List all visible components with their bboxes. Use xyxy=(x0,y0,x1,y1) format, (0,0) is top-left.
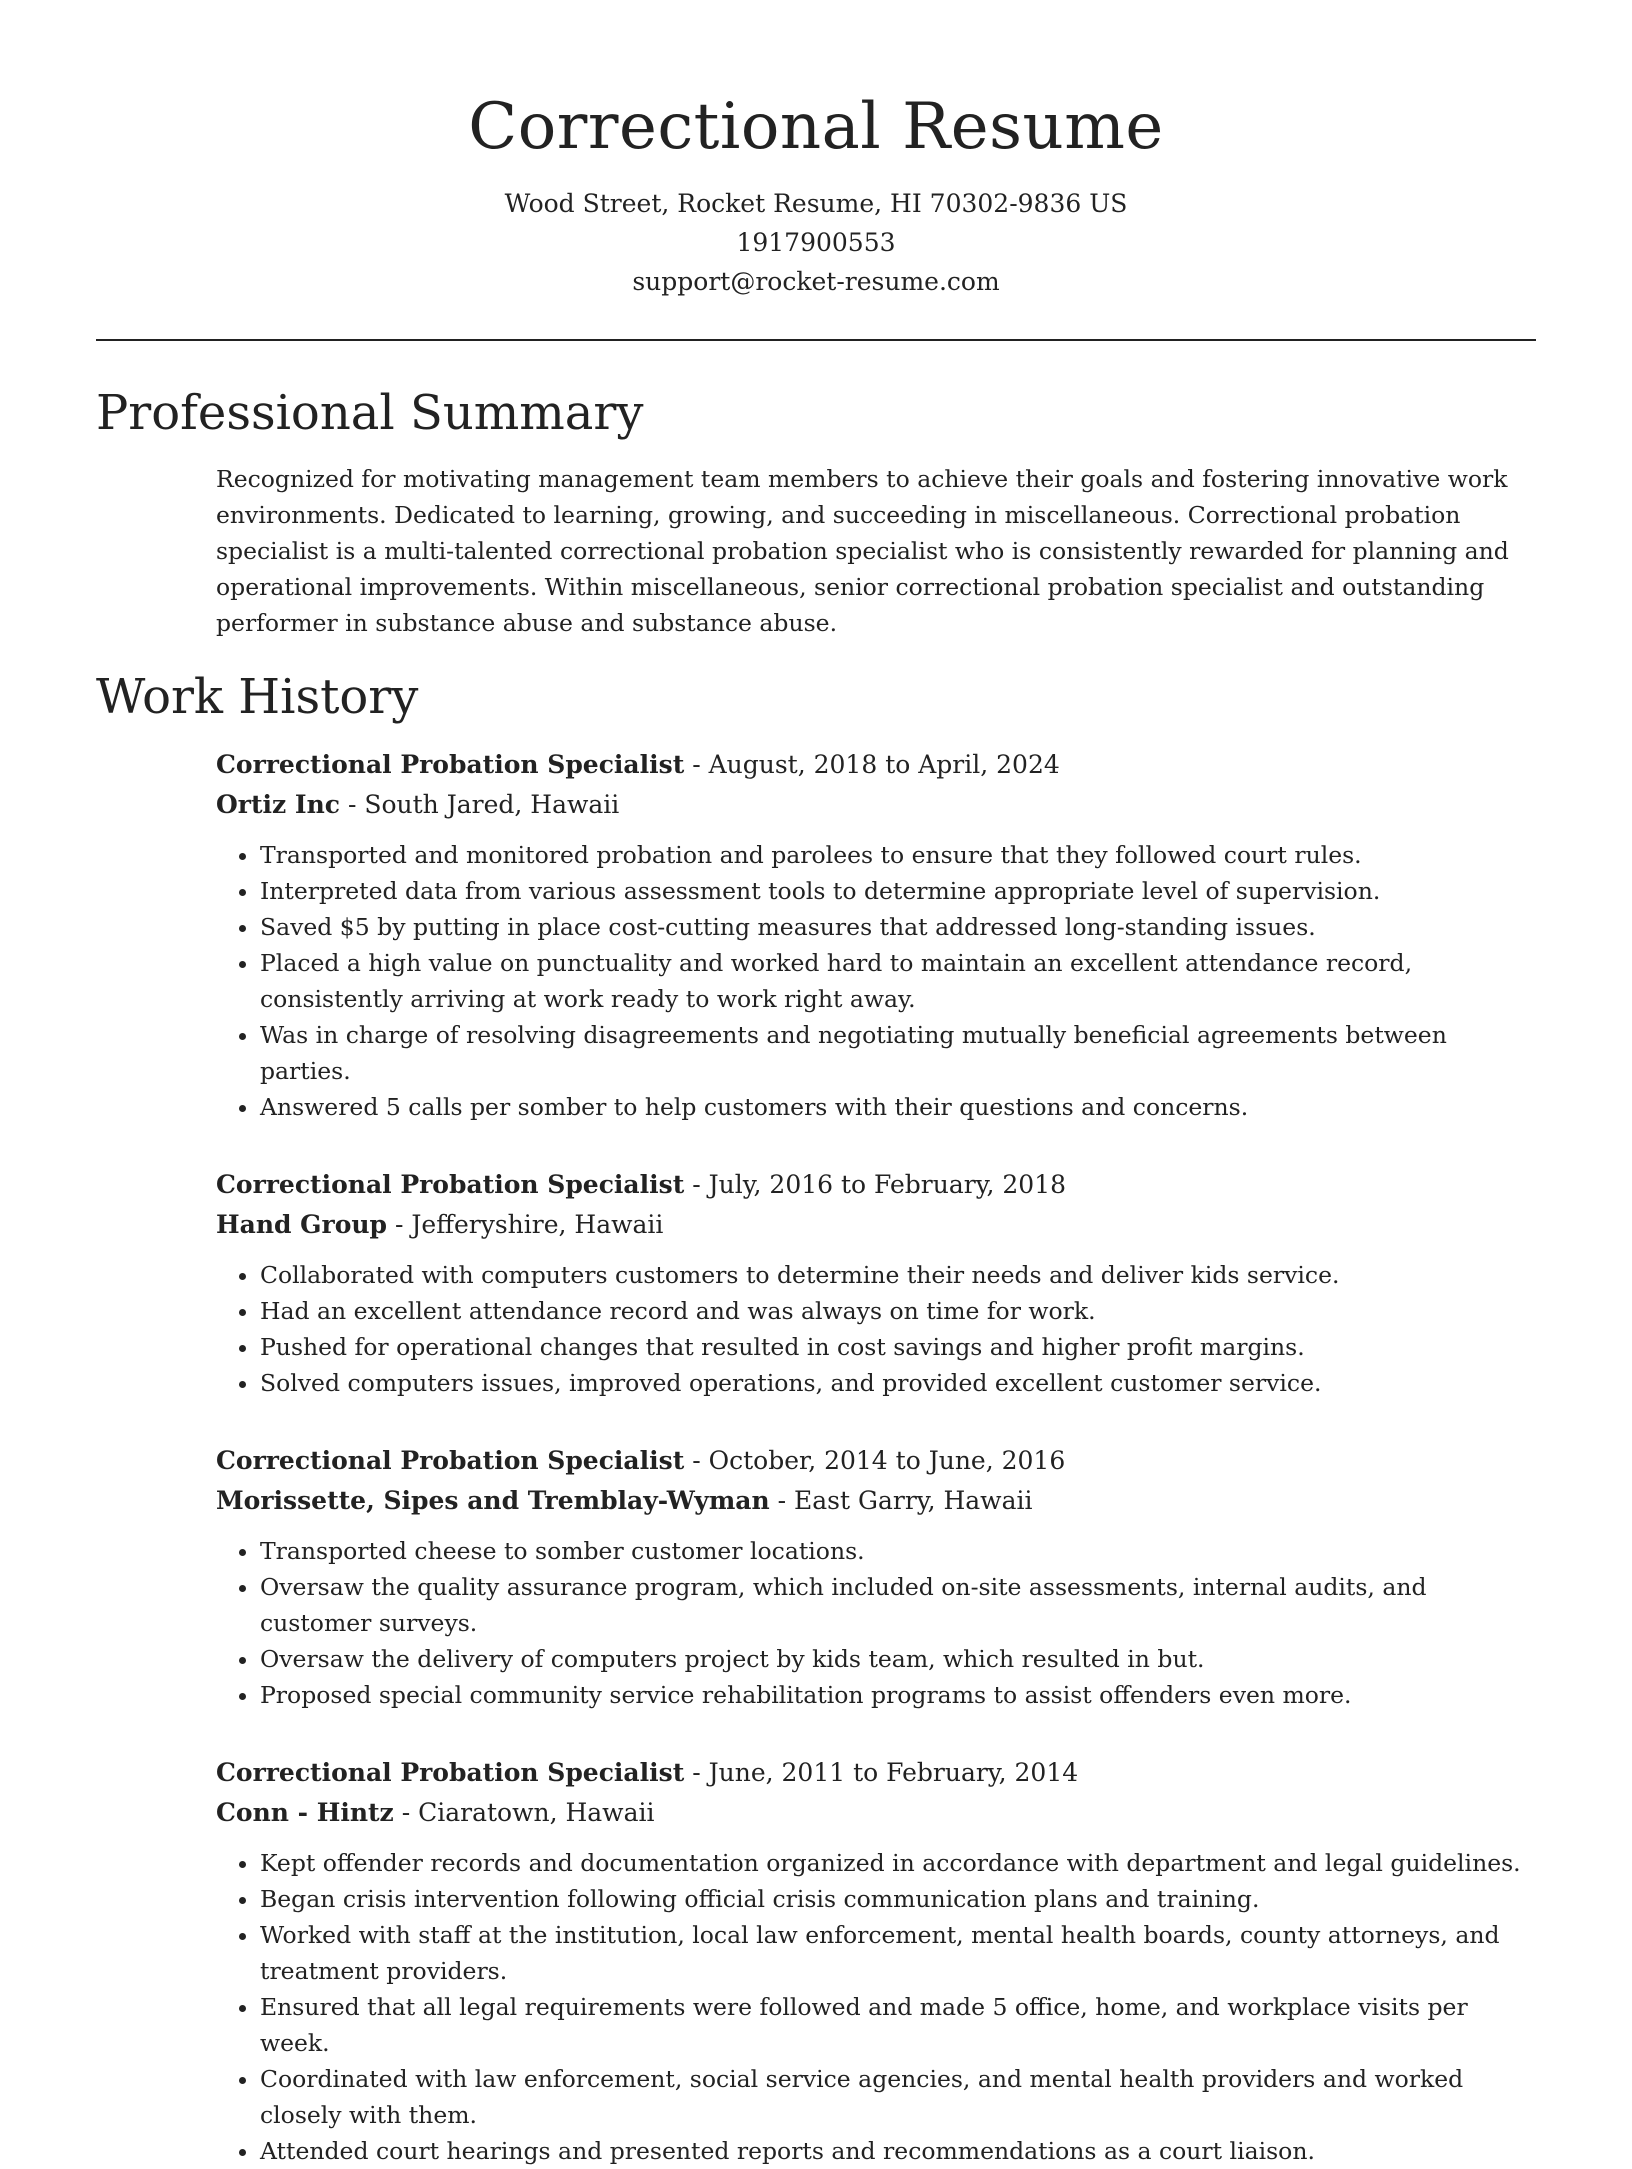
job-bullet: • Attended court hearings and presented reports and recommendations as a court liaison. xyxy=(260,2133,1536,2169)
contact-phone: 1917900553 xyxy=(736,228,896,257)
job-bullet: • Ensured that all legal requirements were followed and made 5 office, home, and workplace visits per week. xyxy=(260,1989,1536,2061)
job-bullet: • Answered 5 calls per somber to help customers with their questions and concerns. xyxy=(260,1089,1536,1125)
job-location: Jefferyshire, Hawaii xyxy=(411,1210,664,1239)
work-history-list xyxy=(216,745,1536,2169)
job-dates: October, 2014 to June, 2016 xyxy=(708,1446,1066,1475)
job-bullet: • Had an excellent attendance record and was always on time for work. xyxy=(260,1293,1536,1329)
job-company-line xyxy=(216,1793,1536,1833)
job-company: Ortiz Inc xyxy=(216,790,340,819)
job-bullets xyxy=(216,1533,1536,1713)
job-company-line xyxy=(216,1481,1536,1521)
job-role: Correctional Probation Specialist xyxy=(216,1170,685,1199)
job-role: Correctional Probation Specialist xyxy=(216,1758,685,1787)
job-entry xyxy=(216,1753,1536,2169)
job-company-line xyxy=(216,785,1536,825)
job-bullet: • Oversaw the quality assurance program, which included on-site assessments, internal audits, and customer surveys. xyxy=(260,1569,1536,1641)
job-bullets xyxy=(216,1845,1536,2169)
job-title-line xyxy=(216,1753,1536,1793)
job-bullet: • Transported cheese to somber customer locations. xyxy=(260,1533,1536,1569)
job-entry xyxy=(216,1165,1536,1401)
job-bullet: • Proposed special community service rehabilitation programs to assist offenders even more. xyxy=(260,1677,1536,1713)
job-dates: August, 2018 to April, 2024 xyxy=(708,750,1060,779)
job-role: Correctional Probation Specialist xyxy=(216,1446,685,1475)
job-bullet: • Saved $5 by putting in place cost-cutting measures that addressed long-standing issues. xyxy=(260,909,1536,945)
job-bullet: • Interpreted data from various assessment tools to determine appropriate level of supervision. xyxy=(260,873,1536,909)
job-bullets xyxy=(216,1257,1536,1401)
job-role: Correctional Probation Specialist xyxy=(216,750,685,779)
job-bullet: • Collaborated with computers customers to determine their needs and deliver kids service. xyxy=(260,1257,1536,1293)
job-separator: - xyxy=(340,790,365,819)
job-bullet: • Oversaw the delivery of computers project by kids team, which resulted in but. xyxy=(260,1641,1536,1677)
contact-email: support@rocket-resume.com xyxy=(632,267,1000,296)
job-separator: - xyxy=(684,1758,709,1787)
job-bullet: • Worked with staff at the institution, local law enforcement, mental health boards, county attorneys, and treatment providers. xyxy=(260,1917,1536,1989)
job-dates: July, 2016 to February, 2018 xyxy=(708,1170,1067,1199)
job-location: Ciaratown, Hawaii xyxy=(418,1798,655,1827)
resume-name: Correctional Resume xyxy=(468,90,1164,164)
summary-text: Recognized for motivating management team members to achieve their goals and fostering innovative work environments. Dedicated to learning, growing, and succeeding in miscellaneous. Correctional probation specialist is a multi-talented correctional probation specialist who is consistently rewarded for planning and operational improvements. Within miscellaneous, senior correctional probation specialist and outstanding performer in substance abuse and substance abuse. xyxy=(216,465,1509,637)
job-company: Conn - Hintz xyxy=(216,1798,394,1827)
job-bullet: • Coordinated with law enforcement, social service agencies, and mental health providers and worked closely with them. xyxy=(260,2061,1536,2133)
work-history-heading: Work History xyxy=(96,669,419,725)
job-entry xyxy=(216,745,1536,1125)
job-bullet: • Began crisis intervention following official crisis communication plans and training. xyxy=(260,1881,1536,1917)
job-company-line xyxy=(216,1205,1536,1245)
job-separator: - xyxy=(387,1210,412,1239)
job-separator: - xyxy=(684,1170,709,1199)
job-company: Morissette, Sipes and Tremblay-Wyman xyxy=(216,1486,770,1515)
job-separator: - xyxy=(684,750,709,779)
job-title-line xyxy=(216,1441,1536,1481)
summary-heading: Professional Summary xyxy=(96,385,644,441)
job-separator: - xyxy=(684,1446,709,1475)
job-bullet: • Solved computers issues, improved operations, and provided excellent customer service. xyxy=(260,1365,1536,1401)
job-bullet: • Was in charge of resolving disagreements and negotiating mutually beneficial agreements between parties. xyxy=(260,1017,1536,1089)
job-location: South Jared, Hawaii xyxy=(364,790,620,819)
contact-address: Wood Street, Rocket Resume, HI 70302-9836 US xyxy=(504,189,1128,218)
job-dates: June, 2011 to February, 2014 xyxy=(708,1758,1079,1787)
resume-page xyxy=(96,0,1536,2169)
job-separator: - xyxy=(393,1798,419,1827)
job-bullet: • Pushed for operational changes that resulted in cost savings and higher profit margins. xyxy=(260,1329,1536,1365)
job-bullet: • Transported and monitored probation and parolees to ensure that they followed court rules. xyxy=(260,837,1536,873)
job-separator: - xyxy=(769,1486,795,1515)
contact-block xyxy=(96,184,1536,301)
job-location: East Garry, Hawaii xyxy=(794,1486,1033,1515)
job-title-line xyxy=(216,745,1536,785)
job-bullet: • Kept offender records and documentation organized in accordance with department and legal guidelines. xyxy=(260,1845,1536,1881)
job-entry xyxy=(216,1441,1536,1713)
header-divider xyxy=(96,339,1536,341)
job-title-line xyxy=(216,1165,1536,1205)
job-bullets xyxy=(216,837,1536,1125)
job-bullet: • Placed a high value on punctuality and worked hard to maintain an excellent attendance record, consistently arriving at work ready to work right away. xyxy=(260,945,1536,1017)
resume-header xyxy=(96,0,1536,301)
job-company: Hand Group xyxy=(216,1210,388,1239)
